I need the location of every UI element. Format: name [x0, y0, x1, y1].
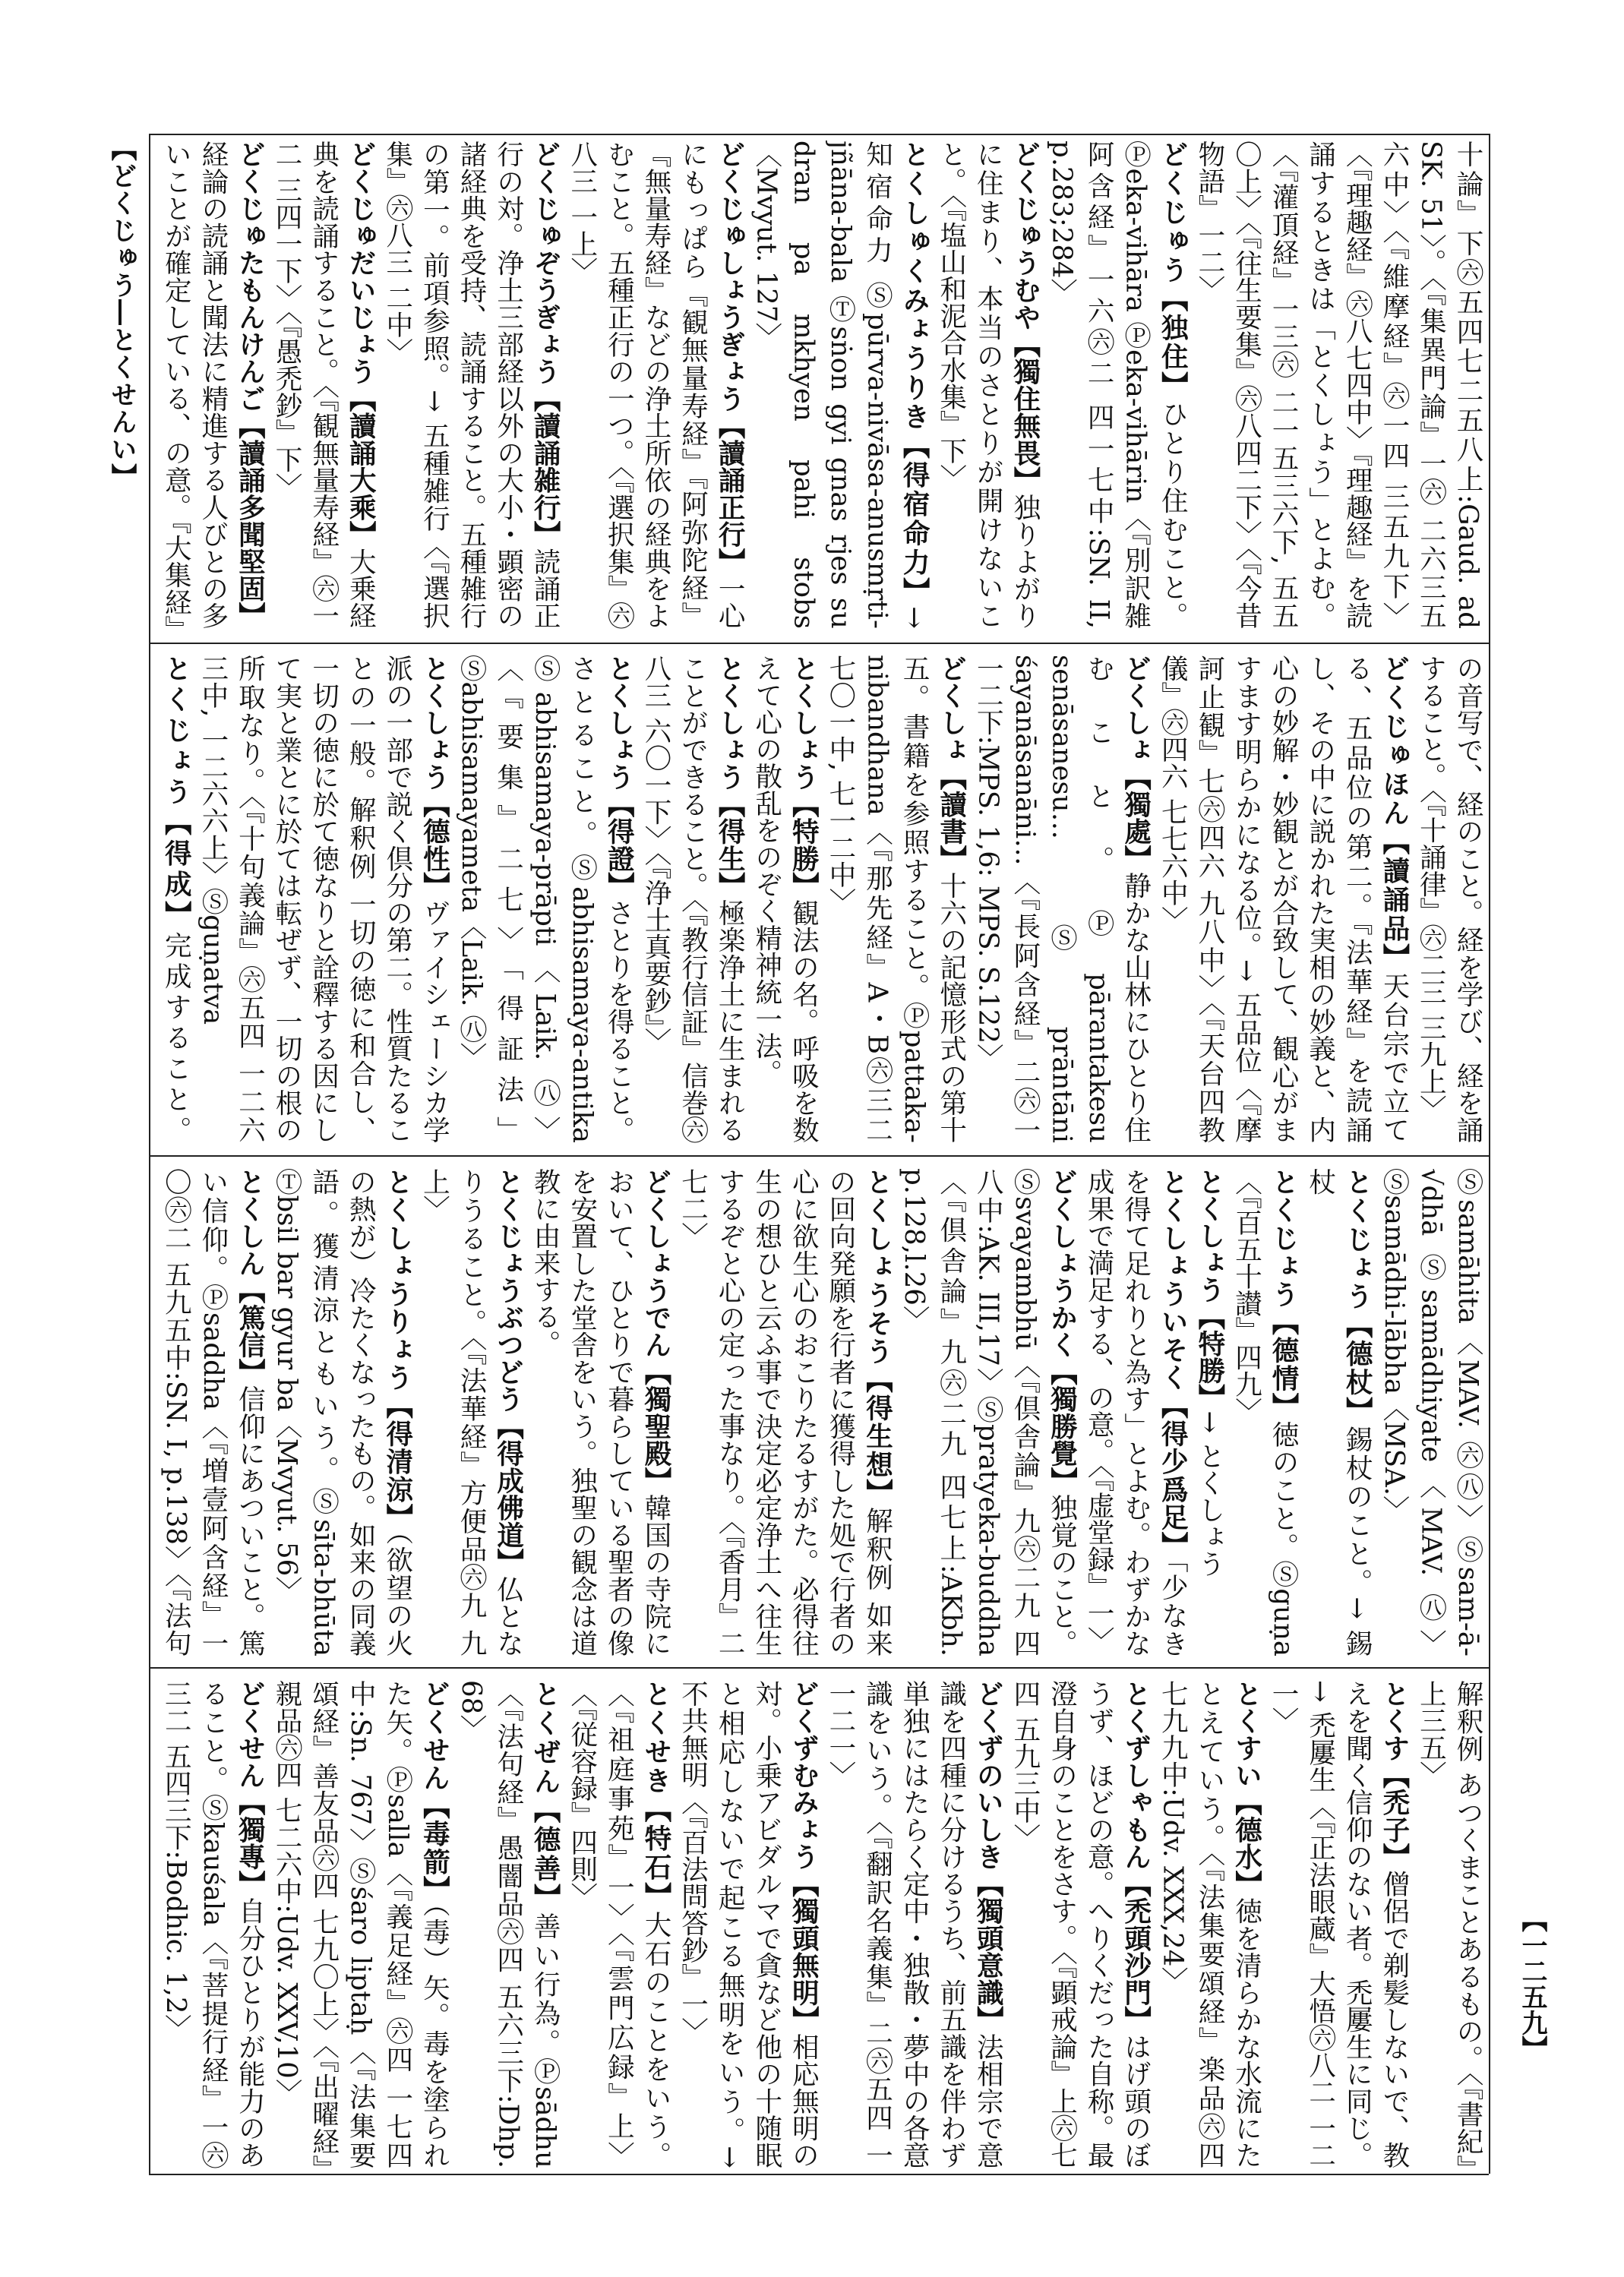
entry-headword: どくじゅだいじょう【讀誦大乘】: [345, 141, 377, 548]
entry-headword: どくせん【獨專】: [234, 1680, 266, 1897]
tier-2: [160, 655, 1486, 1143]
entry-definition: 完成すること。: [160, 931, 192, 1143]
dictionary-entry: [1043, 141, 1190, 629]
entry-definition: 韓国の寺院において、ひとりで暮らしている聖者の像を安置した堂舎をいう。独聖の観念は道教に由来する。: [529, 1168, 671, 1656]
entry-headword: とくしゅくみょうりき【得宿命力】: [899, 141, 930, 607]
entry-definition: 徳のこと。Ⓢguṇa〈『百五十讃』四九〉: [1231, 1168, 1300, 1656]
entry-headword: どくせん【毒箭】: [419, 1680, 450, 1904]
tier-divider: [149, 643, 1489, 644]
entry-headword: どくしょうかく【獨勝覺】: [1046, 1168, 1078, 1494]
entry-headword: とくす【禿子】: [1378, 1680, 1410, 1871]
dictionary-entry: [1079, 1168, 1190, 1656]
entry-headword: とくせき【特石】: [640, 1680, 671, 1911]
entry-headword: とくしょう【得生】: [714, 655, 746, 899]
dictionary-entry: [452, 1680, 563, 2168]
entry-headword: とくしょうそう【得生想】: [861, 1168, 893, 1507]
entry-headword: どくじゅたもんけんご【讀誦多聞堅固】: [234, 141, 266, 629]
dictionary-entry: [160, 141, 267, 629]
entry-definition: 相応無明の対。小乗アビダルマで貪など他の十随眠と相応しないで起こる無明をいう。→ 不共無明〈『百法問答鈔』一〉: [677, 1680, 820, 2168]
dictionary-entry: [1375, 1168, 1486, 1656]
entry-headword: どくしょうでん【獨聖殿】: [640, 1168, 671, 1494]
entry-headword: とくしょう【得證】: [603, 655, 635, 899]
entry-headword: とくしょう【特勝】: [1193, 1168, 1225, 1411]
entry-definition: 十論』下㊅五四七二五八上:Gaud. ad SK. 51〉。〈『集異門論』一㊅ 二六三五六中〉〈『維摩経』㊅一四 三五九下〉〈『理趣経』㊅八七四中〉『理趣経』を読誦するときは「とくしょう」とよむ。〈『灌頂経』一三㊅ 二一五三六下, 五五〇上〉〈『往生要集』㊅八四二下〉〈『今昔物語』一二〉: [1193, 141, 1483, 629]
dictionary-entry: [1006, 1680, 1153, 2168]
entry-headword: どくずのいしき【獨頭意識】: [972, 1680, 1004, 2033]
dictionary-entry: [821, 655, 968, 1143]
entry-definition: 独覚のこと。Ⓢsvayambhū〈『倶舎論』九㊅二九 四八中:AK. III,17〉Ⓢpratyeka-buddha〈『倶舎論』九㊅二九 四七上:AKbh. p.128,l.26〉: [899, 1168, 1078, 1656]
entry-headword: とくじょう【德杖】: [1341, 1168, 1373, 1426]
entry-definition: （欲望の火の熱が）冷たくなったもの。如来の同義語。獲清涼ともいう。Ⓢsīta-bhūta Ⓣbsil bar gyur ba〈Mvyut. 56〉: [271, 1168, 413, 1656]
entry-headword: どくじゅう【独住】: [1157, 141, 1189, 400]
entry-definition: 十六の記憶形式の第十五。書籍を参照すること。Ⓟpattaka-nibandhana〈『那先経』A・B㊅三二 七〇一中, 七一二中〉: [824, 655, 967, 1143]
dictionary-entry: [1154, 1680, 1265, 2168]
entry-headword: とくしょういそく【得少爲足】: [1157, 1168, 1189, 1559]
dictionary-entry: [267, 141, 378, 629]
entry-headword: とくずしゃもん【禿頭沙門】: [1120, 1680, 1152, 2033]
entry-headword: どくじゅほん【讀誦品】: [1378, 655, 1410, 972]
entry-definition: 解釈例 あつくまことあるもの。〈『書紀』上三五〉: [1415, 1680, 1483, 2168]
entry-definition: → 知宿命力 Ⓢpūrva-nivāsa-anusmṛti-jñāna-bala Ⓣsṅon gyi gnas rjes su dran pa mkhyen pahi stobs〈Mvyut. 127〉: [750, 141, 930, 629]
dictionary-entry: [1154, 655, 1412, 1143]
entry-definition: 僧侶で剃髪しないで、教えを聞く信仰のない者。禿屢生に同じ。→ 禿屢生〈『正法眼蔵』大悟㊅八二 一二一〉: [1268, 1680, 1410, 2168]
entry-headword: どくしょ【讀書】: [935, 655, 967, 872]
dictionary-entry: [415, 1168, 526, 1656]
entry-headword: どくずむみょう【獨頭無明】: [788, 1680, 820, 2033]
dictionary-entry: [452, 655, 637, 1143]
entry-headword: どくしょ【獨處】: [1120, 655, 1152, 872]
dictionary-entry: [160, 1168, 267, 1656]
dictionary-entry: [747, 141, 932, 629]
entry-definition: 「少なきを得て足れりと為す」とよむ。わずかな成果で満足する、の意。〈『虚堂録』一〉: [1083, 1168, 1189, 1656]
tier-divider: [149, 1667, 1489, 1669]
dictionary-entry: [1264, 1680, 1411, 2168]
dictionary-entry: [378, 141, 563, 629]
entry-headword: とくしん【篤信】: [234, 1168, 266, 1385]
entry-definition: の音写で、経のこと。経を学び、経を誦すること。〈『十誦律』㊅二三 三九上〉: [1415, 655, 1483, 1143]
dictionary-entry: [821, 1680, 1006, 2168]
dictionary-entry: [1227, 1168, 1301, 1656]
dictionary-entry: [160, 1680, 267, 2168]
tier-divider: [149, 1155, 1489, 1157]
entry-headword: とくじょうぶつどう【得成佛道】: [492, 1168, 524, 1576]
tier-3: [160, 1168, 1486, 1656]
dictionary-entry: [267, 1168, 415, 1656]
entry-definition: 信仰にあついこと。篤い信仰。Ⓟsaddha〈『増壹阿含経』一〇㊅二 五九五中:SN. I, p.138〉〈『法句: [160, 1168, 266, 1656]
dictionary-entry: [267, 1680, 452, 2168]
entry-definition: → とくしょう: [1193, 1410, 1225, 1577]
entry-definition: 観法の名。呼吸を数えて心の散乱をのぞく精神統一法。: [750, 655, 820, 1143]
entry-definition: ヴァイシェーシカ学派の一部で説く倶分の第二。性質たることの一般。解釈例 一切の徳に和合し、一切の徳に於て徳なりと詮釋する因にして実と業とに於ては転ぜず、一切の根の所取なり。〈『十句義論』㊅五四 一二六三中, 一二六六上〉Ⓢguṇatva: [197, 655, 450, 1143]
entry-headword: どくじゅしょうぎょう【讀誦正行】: [714, 141, 746, 575]
dictionary-entry: [1190, 1168, 1227, 1656]
entry-definition: 大石のことをいう。〈『祖庭事苑』一〉〈『雲門広録』上〉〈『従容録』四則〉: [566, 1680, 671, 2168]
entry-definition: 錫杖のこと。→ 錫杖: [1304, 1168, 1373, 1656]
entry-headword: どくじゅぞうぎょう【讀誦雑行】: [529, 141, 561, 548]
bottom-rule: [149, 2174, 1489, 2175]
entry-definition: （毒）矢。毒を塗られた矢。Ⓟsalla〈『義足経』㊅四 一七四中:Sn. 767〉Ⓢśaro liptaḥ〈『法集要頌経』善友品㊅四 七九〇上〉〈『出曜経』親品㊅四 七二六中:Udv. XXV,10〉: [271, 1680, 450, 2168]
dictionary-entry: [969, 655, 1154, 1143]
dictionary-entry: [563, 1680, 674, 2168]
top-rule: [149, 134, 1489, 135]
dictionary-entry: [1412, 655, 1486, 1143]
entry-headword: とくしょう【德性】: [419, 655, 450, 899]
entry-definition: 経論の読誦と聞法に精進する人びとの多いことが確定している、の意。『大集経』: [160, 141, 229, 629]
entry-headword: とくしょうりょう【得清涼】: [381, 1168, 413, 1532]
entry-headword: とくじょう【德情】: [1268, 1168, 1300, 1421]
dictionary-entry: [1412, 1680, 1486, 2168]
entry-definition: さとりを得ること。さとること。Ⓢabhisamaya-antika Ⓢabhisamaya-prāpti〈Laik. ㊇〉〈『要集』二七〉「得証法」Ⓢabhisamayameta〈Laik. ㊇〉: [455, 655, 635, 1143]
entry-headword: とくしょう【特勝】: [788, 655, 820, 899]
dictionary-entry: [1301, 1168, 1375, 1656]
entry-definition: 極楽浄土に生まれることができること。〈『教行信証』信巻㊅八三 六〇一下〉〈『浄土真要鈔』〉: [640, 655, 746, 1143]
entry-definition: 自分ひとりが能力のあること。Ⓢkauśala〈『菩提行経』一㊅三二 五四三下:Bodhic. 1,2〉: [160, 1680, 266, 2168]
dictionary-entry: [674, 1168, 896, 1656]
entry-definition: 独りよがりに住まり、本当のさとりが開けないこと。〈『塩山和泥合水集』下〉: [935, 141, 1041, 629]
dictionary-entry: [1190, 141, 1486, 629]
running-head: 【どくじゅう―とくせんい】: [106, 135, 137, 491]
dictionary-entry: [637, 655, 747, 1143]
entry-definition: 読誦正行の対。浄土三部経以外の大小・顕密の諸経典を受持、読誦すること。五種雑行の第一。前項参照。→ 五種雑行〈『選択集』㊅八三 二中〉: [381, 141, 561, 629]
entry-definition: ひとり住むこと。Ⓟeka-vihāra Ⓟeka-vihārin〈『別訳雑阿含経』一六㊅二 四一七中:SN. II, p.283;284〉: [1046, 141, 1189, 629]
entry-definition: はげ頭のぼうず、ほどの意。へりくだった自称。最澄自身のことをさす。〈『顕戒論』上㊅七四 五九三中〉: [1009, 1680, 1152, 2168]
page-number: 【一二五九】: [1517, 1906, 1547, 2061]
dictionary-entry: [194, 655, 452, 1143]
tier-4: [160, 1680, 1486, 2168]
entry-definition: Ⓢsamāhita〈MAV. ㊅㊇〉Ⓢsam-ā-√dhā Ⓢsamādhiyate〈MAV. ㊇〉Ⓢsamādhi-lābha〈MSA.〉: [1378, 1168, 1483, 1656]
dictionary-entry: [526, 1168, 674, 1656]
dictionary-entry: [160, 655, 194, 1143]
entry-definition: 天台宗で立てる、五品位の第二。『法華経』を読誦し、その中に説かれた実相の妙義と、内心の妙解・妙観とが合致して、観心がますます明らかになる位。→ 五品位〈『摩訶止観』七㊅四六 九八中〉〈『天台四教儀』㊅四六 七七六中〉: [1157, 655, 1410, 1143]
entry-definition: 法相宗で意識を四種に分けるうち、前五識を伴わず単独にはたらく定中・独散・夢中の各意識をいう。〈『翻訳名義集』二㊅五四 一一二一〉: [824, 1680, 1004, 2168]
dictionary-entry: [747, 655, 821, 1143]
entry-definition: 解釈例 如来の回向発願を行者に獲得した処で行者の心に欲生心のおこりたるすがた。必得往生の想ひと云ふ事で決定必定浄土へ往生するぞと心の定った事なり。〈『香月』二七二〉: [677, 1168, 893, 1656]
entry-definition: 徳を清らかな水流にたとえていう。〈『法集要頌経』楽品㊅四 七九九中:Udv. XXX,24〉: [1157, 1680, 1262, 2168]
entry-headword: とくすい【德水】: [1231, 1680, 1262, 1897]
entry-headword: どくじゅうむや【獨住無畏】: [1009, 141, 1041, 494]
entry-definition: 仏となりうること。〈『法華経』方便品㊅九 九上〉: [419, 1168, 524, 1656]
tier-1: [160, 141, 1486, 629]
dictionary-entry: [896, 1168, 1080, 1656]
entry-headword: とくじょう【得成】: [160, 655, 192, 932]
dictionary-entry: [932, 141, 1043, 629]
entry-definition: 一心にもっぱら『観無量寿経』『阿弥陀経』『無量寿経』などの浄土所依の経典をよむこと。五種正行の一つ。〈『選択集』㊅八三 一上〉: [566, 141, 746, 629]
entry-definition: 善い行為。Ⓟsādhu〈『法句経』愚闇品㊅四 五六三下:Dhp. 68〉: [455, 1680, 561, 2168]
entry-definition: 静かな山林にひとり住むこと。Ⓟpārantakesu senāsanesu… Ⓢprāntāni śayanāsanāni…〈『長阿含経』二㊅一 一二下:MPS. 1,6: MPS. S.122〉: [972, 655, 1152, 1143]
dictionary-entry: [674, 1680, 821, 2168]
entry-headword: とくぜん【德善】: [529, 1680, 561, 1912]
dictionary-entry: [563, 141, 747, 629]
entry-definition: 大乗経典を読誦すること。〈『観無量寿経』㊅一二 三四一下〉〈『愚禿鈔』下〉: [271, 141, 377, 629]
